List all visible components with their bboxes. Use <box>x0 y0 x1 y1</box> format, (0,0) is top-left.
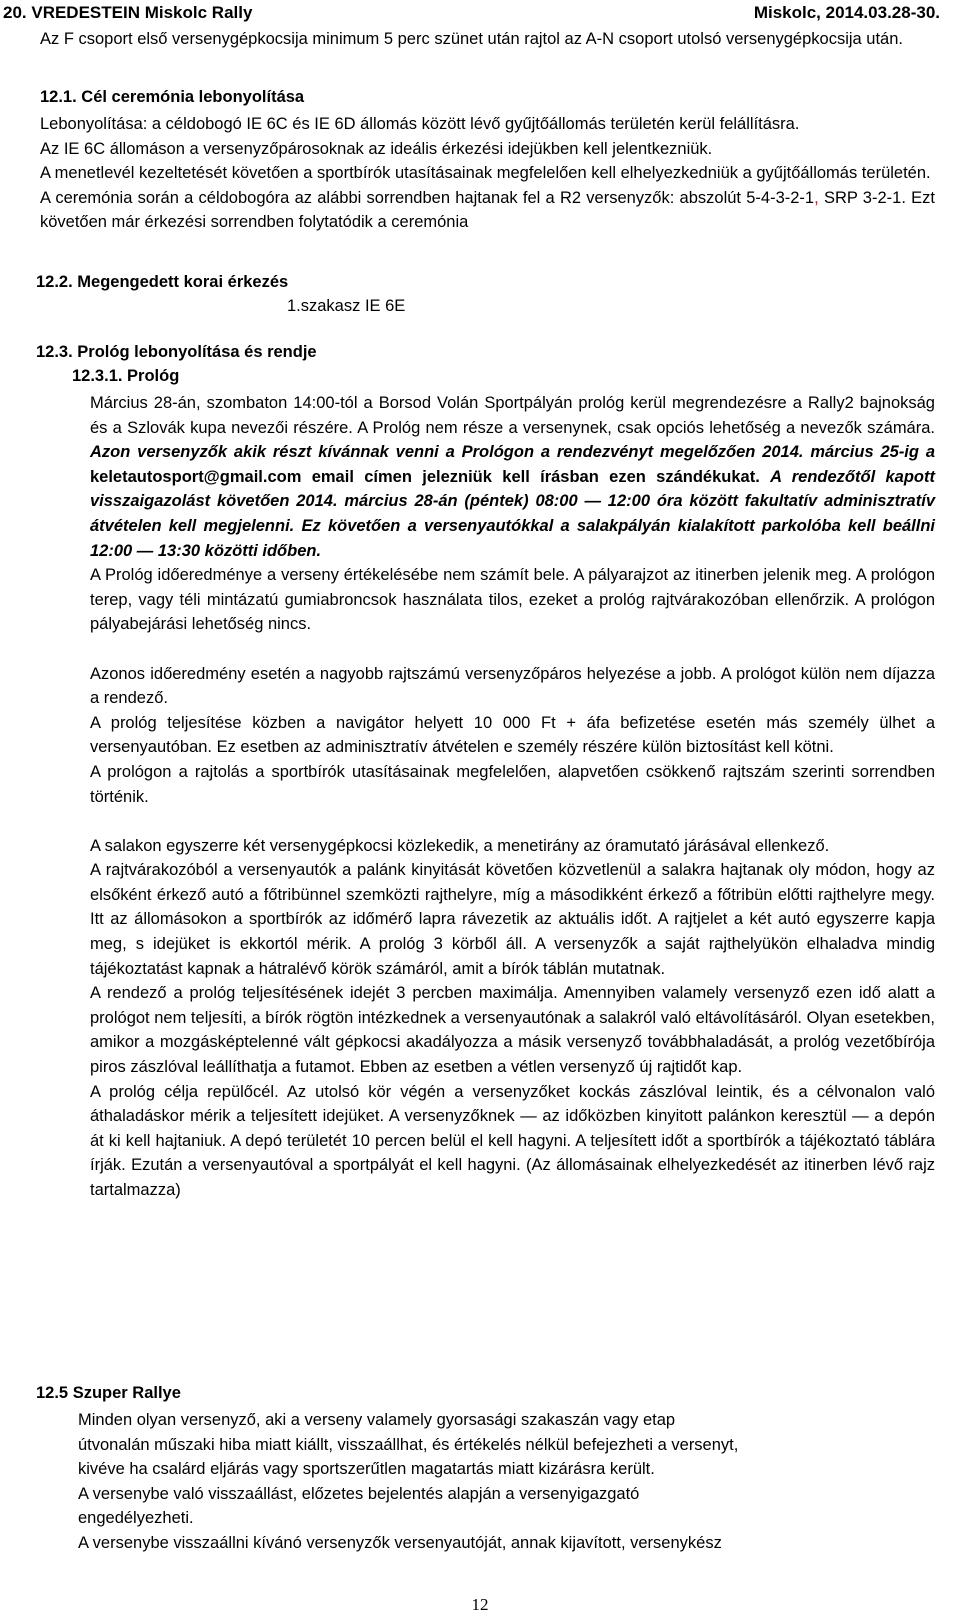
paragraph: A rajtvárakozóból a versenyautók a palánk kinyitását követően közvetlenül a salakra hajtanak oly módon, hogy az elsőként érkező autó a főtribünnel szemközti rajthelyre, míg a másodikként érkező a főtribün előtti rajthelyre megy. Itt az állomásokon a sportbírók az időmérő lapra rávezetik az aktuális időt. A rajtjelet a két autó egyszerre kapja meg, s idejüket is ekkortól mérik. A prológ 3 körből áll. A versenyzők a saját rajthelyükön elhaladva mindig tájékoztatást kapnak a hátralévő körök számáról, amit a bírók táblán mutatnak. <box>90 861 935 978</box>
section-12-2-heading: 12.2. Megengedett korai érkezés <box>36 273 289 291</box>
intro-paragraph: Az F csoport első versenygépkocsija minimum 5 perc szünet után rajtol az A-N csoport utolsó versenygépkocsija után. <box>40 30 903 48</box>
paragraph: Lebonyolítása: a céldobogó IE 6C és IE 6D állomás között lévő gyűjtőállomás területén kerül felállításra. <box>40 115 800 133</box>
paragraph: Március 28-án, szombaton 14:00-tól a Borsod Volán Sportpályán prológ kerül megrendezésre a Rally2 bajnokság és a Szlovák kupa nevezői részére. A Prológ nem része a versenynek, csak opciós lehetőség a nevezők számára. Azon versenyzők akik részt kívánnak venni a Prológon a rendezvényt megelőzően 2014. március 25-ig a keletautosport@gmail.com email címen jelezniük kell írásban ezen szándékukat. A rendezőtől kapott visszaigazolást követően 2014. március 28-án (péntek) 08:00 — 12:00 óra között fakultatív adminisztratív átvételen kell megjelenni. Ez követően a versenyautókkal a salakpályán kialakított parkolóba kell beállni 12:00 — 13:30 közötti időben. <box>90 394 935 560</box>
header-location-date: Miskolc, 2014.03.28-30. <box>753 3 940 22</box>
paragraph: A prológ teljesítése közben a navigátor helyett 10 000 Ft + áfa befizetése esetén más személy ülhet a versenyautóban. Ez esetben az adminisztratív átvételen e személy részére külön biztosítást kell kötni. <box>90 713 935 757</box>
paragraph: A prológon a rajtolás a sportbírók utasításainak megfelelően, alapvetően csökkenő rajtszám szerinti sorrendben történik. <box>90 762 935 806</box>
text-line: kivéve ha csalárd eljárás vagy sportszerűtlen magatartás miatt kizárásra került. <box>78 1460 655 1479</box>
text-line: útvonalán műszaki hiba miatt kiállt, visszaállhat, és értékelés nélkül befejezheti a versenyt, <box>78 1435 739 1454</box>
section-12-5-heading: 12.5 Szuper Rallye <box>36 1384 181 1402</box>
paragraph: Azonos időeredmény esetén a nagyobb rajtszámú versenyzőpáros helyezése a jobb. A prológot külön nem díjazza a rendező. <box>90 664 935 708</box>
text-line: A versenybe visszaállni kívánó versenyzők versenyautóját, annak kijavított, versenykész <box>78 1533 722 1552</box>
red-comma: , <box>814 188 819 207</box>
header-event-title: 20. VREDESTEIN Miskolc Rally <box>3 3 253 22</box>
paragraph: Az IE 6C állomáson a versenyzőpárosoknak az ideális érkezési idejükben kell jelentkezniük. <box>40 139 713 158</box>
page-number: 12 <box>471 1595 489 1614</box>
section-12-3-body <box>90 391 935 1203</box>
text-line: Minden olyan versenyző, aki a verseny valamely gyorsasági szakaszán vagy etap <box>78 1411 676 1429</box>
paragraph: A rendező a prológ teljesítésének idejét 3 percben maximálja. Amennyiben valamely versenyző ezen idő alatt a prológot nem teljesíti, a bírók rögtön intézkednek a versenyautónak a salakról való eltávolításáról. Olyan esetekben, amikor a mozgásképtelenné vált gépkocsi akadályozza a másik versenyző továbbhaladását, a prológ vezetőbírója piros zászlóval leállíthatja a futamot. Ebben az esetben a vétlen versenyző új rajtidőt kap. <box>90 984 935 1077</box>
paragraph: A Prológ időeredménye a verseny értékelésébe nem számít bele. A pályarajzot az itinerben jelenik meg. A prológon terep, vagy téli mintázatú gumiabroncsok használata tilos, ezeket a prológ rajtvárakozóban ellenőrzik. A prológon pályabejárási lehetőség nincs. <box>90 566 935 634</box>
text-line: engedélyezheti. <box>78 1509 194 1528</box>
section-12-1-body <box>40 112 935 235</box>
section-12-1-heading: 12.1. Cél ceremónia lebonyolítása <box>40 88 305 106</box>
section-12-3-1-heading: 12.3.1. Prológ <box>72 367 180 385</box>
section-12-2-item: 1.szakasz IE 6E <box>287 297 406 315</box>
text-line: A versenybe való visszaállást, előzetes bejelentés alapján a versenyigazgató <box>78 1484 640 1503</box>
page-header <box>0 0 940 26</box>
paragraph: A prológ célja repülőcél. Az utolsó kör végén a versenyzőket kockás zászlóval leintik, és a célvonalon való áthaladáskor mérik a teljesített idejüket. A versenyzőknek — az időközben kinyitott palánkon keresztül — a depón át ki kell hajtaniuk. A depó területét 10 percen belül el kell hagyni. A teljesített időt a sportbírók a tájékoztató táblára írják. Ezután a versenyautóval a sportpályát el kell hagyni. (Az állomásainak elhelyezkedését az itinerben lévő rajz tartalmazza) <box>90 1082 935 1199</box>
paragraph: A ceremónia során a céldobogóra az alábbi sorrendben hajtanak fel a R2 versenyzők: abszolút 5-4-3-2-1, SRP 3-2-1. Ezt követően már érkezési sorrendben folytatódik a ceremónia <box>40 188 935 232</box>
section-12-3-heading: 12.3. Prológ lebonyolítása és rendje <box>36 343 317 361</box>
paragraph: A salakon egyszerre két versenygépkocsi közlekedik, a menetirány az óramutató járásával ellenkező. <box>90 836 830 855</box>
section-12-5-body <box>78 1408 938 1556</box>
paragraph: A menetlevél kezeltetését követően a sportbírók utasításainak megfelelően kell elhelyezkedniük a gyűjtőállomás területén. <box>40 164 931 183</box>
